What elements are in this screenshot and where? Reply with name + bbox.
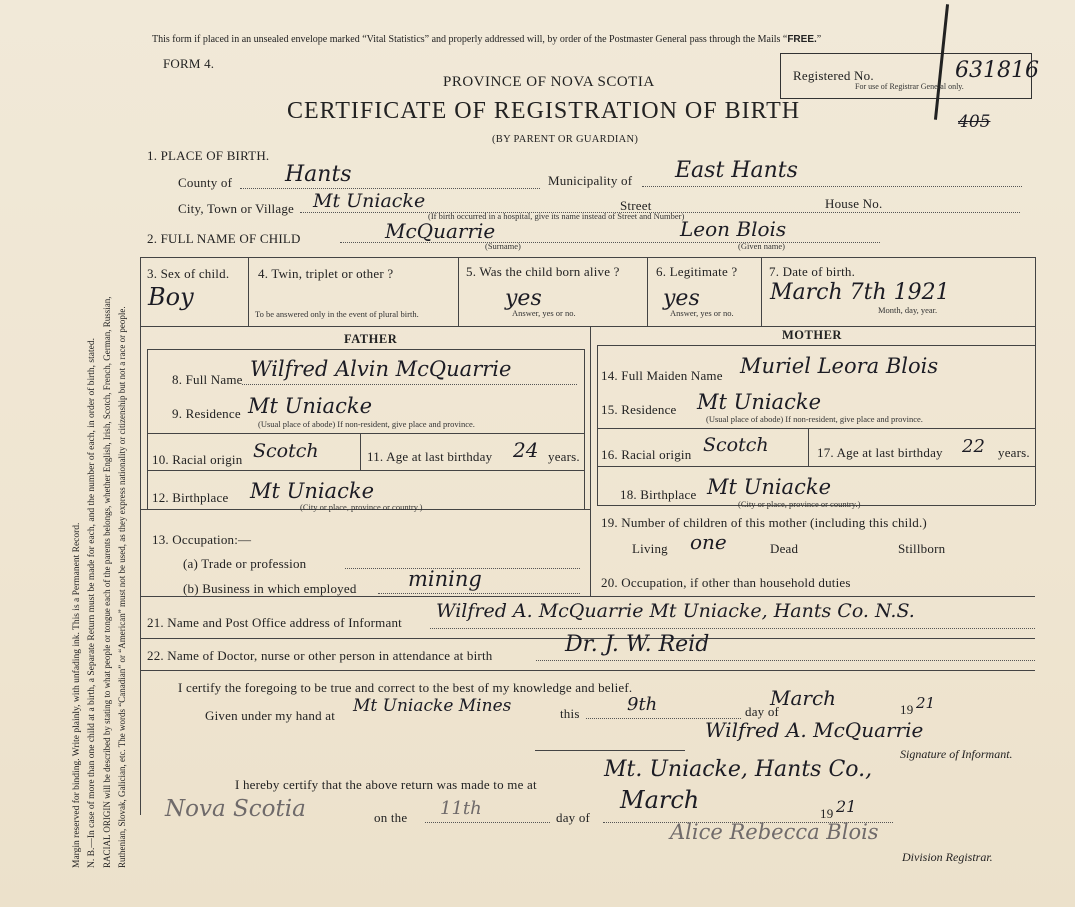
father-residence-value: Mt Uniacke [248, 394, 372, 418]
father-years-label: years. [548, 449, 580, 464]
surname-note: (Surname) [485, 241, 521, 251]
living-value: one [690, 530, 727, 554]
mother-birthplace-label: 18. Birthplace [620, 487, 697, 502]
child-given-value: Leon Blois [680, 217, 787, 241]
page-subtitle: (BY PARENT OR GUARDIAN) [492, 134, 639, 145]
father-race-value: Scotch [253, 440, 319, 462]
registered-label: Registered No. [793, 68, 874, 83]
county-line [240, 188, 540, 189]
mother-age-label: 17. Age at last birthday [817, 445, 943, 460]
sidebar-line-3: RACIAL ORIGIN will be described by stating to what people or tongue each of the parents belongs, whether English, Irish, Scotch, French, German, Russian, [102, 296, 112, 868]
signature-informant-label: Signature of Informant. [900, 747, 1013, 761]
registrar-statement: I hereby certify that the above return was made to me at [235, 777, 537, 792]
province-heading: PROVINCE OF NOVA SCOTIA [443, 74, 655, 90]
twin-label: 4. Twin, triplet or other ? [258, 266, 394, 281]
informant-label: 21. Name and Post Office address of Informant [147, 615, 402, 630]
form-number: FORM 4. [163, 56, 215, 71]
row3-top-rule [140, 257, 1035, 258]
living-label: Living [632, 541, 668, 556]
right-border [1035, 257, 1036, 505]
city-value: Mt Uniacke [313, 190, 426, 212]
trade-label: (a) Trade or profession [183, 556, 307, 571]
father-birthplace-label: 12. Birthplace [152, 490, 229, 505]
page-title: CERTIFICATE OF REGISTRATION OF BIRTH [287, 98, 801, 124]
father-mid-rule [147, 433, 584, 434]
sex-label: 3. Sex of child. [147, 266, 230, 281]
county-value: Hants [285, 162, 352, 187]
mother-mid-rule [597, 428, 1035, 429]
given-note: (Given name) [738, 241, 785, 251]
row3-divider-4 [761, 257, 762, 326]
row3-divider-3 [647, 257, 648, 326]
cert-day-of-label: day of [745, 704, 780, 719]
father-heading: FATHER [344, 332, 398, 346]
cert-month-value: March [770, 686, 837, 710]
sidebar-line-1: Margin reserved for binding. Write plainly, with unfading ink. This is a Permanent Record. [72, 522, 82, 868]
legitimate-label: 6. Legitimate ? [656, 264, 738, 279]
given-place-value: Mt Uniacke Mines [353, 696, 512, 716]
informant-line [430, 628, 1035, 629]
mother-age-divider [808, 428, 809, 466]
municipality-label: Municipality of [548, 173, 633, 188]
alive-label: 5. Was the child born alive ? [466, 264, 620, 279]
registrar-month-value: March [620, 786, 700, 814]
legitimate-note: Answer, yes or no. [670, 308, 734, 318]
child-name-label: 2. FULL NAME OF CHILD [147, 231, 301, 246]
county-label: County of [178, 175, 233, 190]
place-of-birth-label: 1. PLACE OF BIRTH. [147, 148, 270, 163]
doctor-rule [140, 670, 1035, 671]
registrar-place-value: Mt. Uniacke, Hants Co., [604, 757, 873, 782]
mother-race-label: 16. Racial origin [601, 447, 692, 462]
date-note: Month, day, year. [878, 305, 938, 315]
cert-short-rule [535, 750, 685, 751]
municipality-value: East Hants [675, 158, 798, 183]
row3-divider-1 [248, 257, 249, 326]
registrar-day-of-label: day of [556, 810, 591, 825]
doctor-label: 22. Name of Doctor, nurse or other person in attendance at birth [147, 648, 493, 663]
row3-bottom-rule [140, 326, 1035, 327]
this-label: this [560, 706, 580, 721]
father-name-line [242, 384, 577, 385]
legitimate-value: yes [663, 286, 700, 311]
middle-divider [590, 326, 591, 596]
mother-inner-left [597, 345, 598, 505]
given-under-label: Given under my hand at [205, 708, 336, 723]
mail-notice: This form if placed in an unsealed envelope marked “Vital Statistics” and properly addressed will, by order of the Postmaster General pass through the Mails “FREE.” [152, 34, 822, 45]
mother-occupation-label: 20. Occupation, if other than household duties [601, 575, 851, 590]
father-residence-note: (Usual place of abode) If non-resident, give place and province. [258, 419, 475, 429]
business-line [378, 593, 580, 594]
registrar-use-note: For use of Registrar General only. [855, 82, 964, 91]
cert-year-value: 21 [916, 694, 936, 712]
mother-years-label: years. [998, 445, 1030, 460]
sidebar-line-4: Ruthenian, Slovak, Galician, etc. The words “Canadian” or “American” must not be used, as they express nationality or citizenship but not a race or people. [117, 306, 127, 868]
mother-residence-note: (Usual place of abode) If non-resident, give place and province. [706, 414, 923, 424]
date-label: 7. Date of birth. [769, 264, 856, 279]
cert-year-prefix: 19 [900, 702, 914, 717]
street-label: Street [620, 198, 652, 213]
city-label: City, Town or Village [178, 201, 295, 216]
father-age-value: 24 [513, 438, 539, 462]
business-value: mining [408, 567, 482, 591]
children-count-label: 19. Number of children of this mother (including this child.) [601, 515, 927, 530]
child-surname-value: McQuarrie [385, 219, 496, 243]
twin-note: To be answered only in the event of plural birth. [255, 309, 419, 319]
father-birthplace-note: (City or place, province or country.) [300, 502, 423, 512]
occupation-label: 13. Occupation:— [152, 532, 252, 547]
stillborn-label: Stillborn [898, 541, 946, 556]
registrar-year-value: 21 [836, 797, 857, 816]
mother-residence-value: Mt Uniacke [697, 390, 821, 414]
mother-residence-label: 15. Residence [601, 402, 677, 417]
father-inner-right [584, 349, 585, 509]
row3-divider-2 [458, 257, 459, 326]
registrar-on-label: on the [374, 810, 408, 825]
mother-name-label: 14. Full Maiden Name [601, 368, 723, 383]
mother-birthplace-note: (City or place, province or country.) [738, 499, 861, 509]
registered-number: 631816 [955, 58, 1039, 83]
mother-race-value: Scotch [703, 434, 769, 456]
sex-value: Boy [148, 283, 194, 311]
struck-number: 405 [958, 112, 991, 132]
mother-birthplace-value: Mt Uniacke [707, 475, 831, 499]
cert-day-value: 9th [627, 694, 658, 715]
registrar-province-value: Nova Scotia [165, 796, 306, 822]
father-inner-left [147, 349, 148, 509]
doctor-line [536, 660, 1035, 661]
mother-head-rule [597, 345, 1035, 346]
mother-race-rule [597, 466, 1035, 467]
informant-value: Wilfred A. McQuarrie Mt Uniacke, Hants Co. N.S. [436, 600, 915, 622]
registrar-year-prefix: 19 [820, 806, 834, 821]
father-race-label: 10. Racial origin [152, 452, 243, 467]
registrar-signature: Alice Rebecca Blois [670, 820, 879, 844]
alive-note: Answer, yes or no. [512, 308, 576, 318]
father-race-rule [147, 470, 584, 471]
father-age-label: 11. Age at last birthday [367, 449, 493, 464]
sidebar-line-2: N. B.—In case of more than one child at a birth, a Separate Return must be made for each, and the number of each, in order of birth, stated. [87, 338, 97, 868]
registrar-day-line [425, 822, 550, 823]
registrar-day-value: 11th [440, 798, 482, 819]
father-residence-label: 9. Residence [172, 406, 241, 421]
mother-name-value: Muriel Leora Blois [740, 354, 939, 378]
certify-statement: I certify the foregoing to be true and correct to the best of my knowledge and belief. [178, 680, 633, 695]
father-name-label: 8. Full Name [172, 372, 243, 387]
hospital-note: (If birth occurred in a hospital, give its name instead of Street and Number) [428, 211, 685, 221]
left-border [140, 257, 141, 815]
father-head-rule [147, 349, 584, 350]
date-value: March 7th 1921 [770, 280, 950, 305]
alive-value: yes [505, 286, 542, 311]
doctor-value: Dr. J. W. Reid [565, 632, 710, 657]
father-birthplace-value: Mt Uniacke [250, 479, 374, 503]
father-name-value: Wilfred Alvin McQuarrie [250, 357, 512, 381]
dead-label: Dead [770, 541, 799, 556]
business-label: (b) Business in which employed [183, 581, 357, 596]
informant-signature: Wilfred A. McQuarrie [705, 718, 924, 742]
municipality-line [642, 186, 1022, 187]
house-no-label: House No. [825, 196, 883, 211]
division-registrar-label: Division Registrar. [902, 850, 993, 864]
mother-age-value: 22 [962, 436, 985, 457]
mother-heading: MOTHER [782, 328, 842, 342]
father-age-divider [360, 433, 361, 470]
